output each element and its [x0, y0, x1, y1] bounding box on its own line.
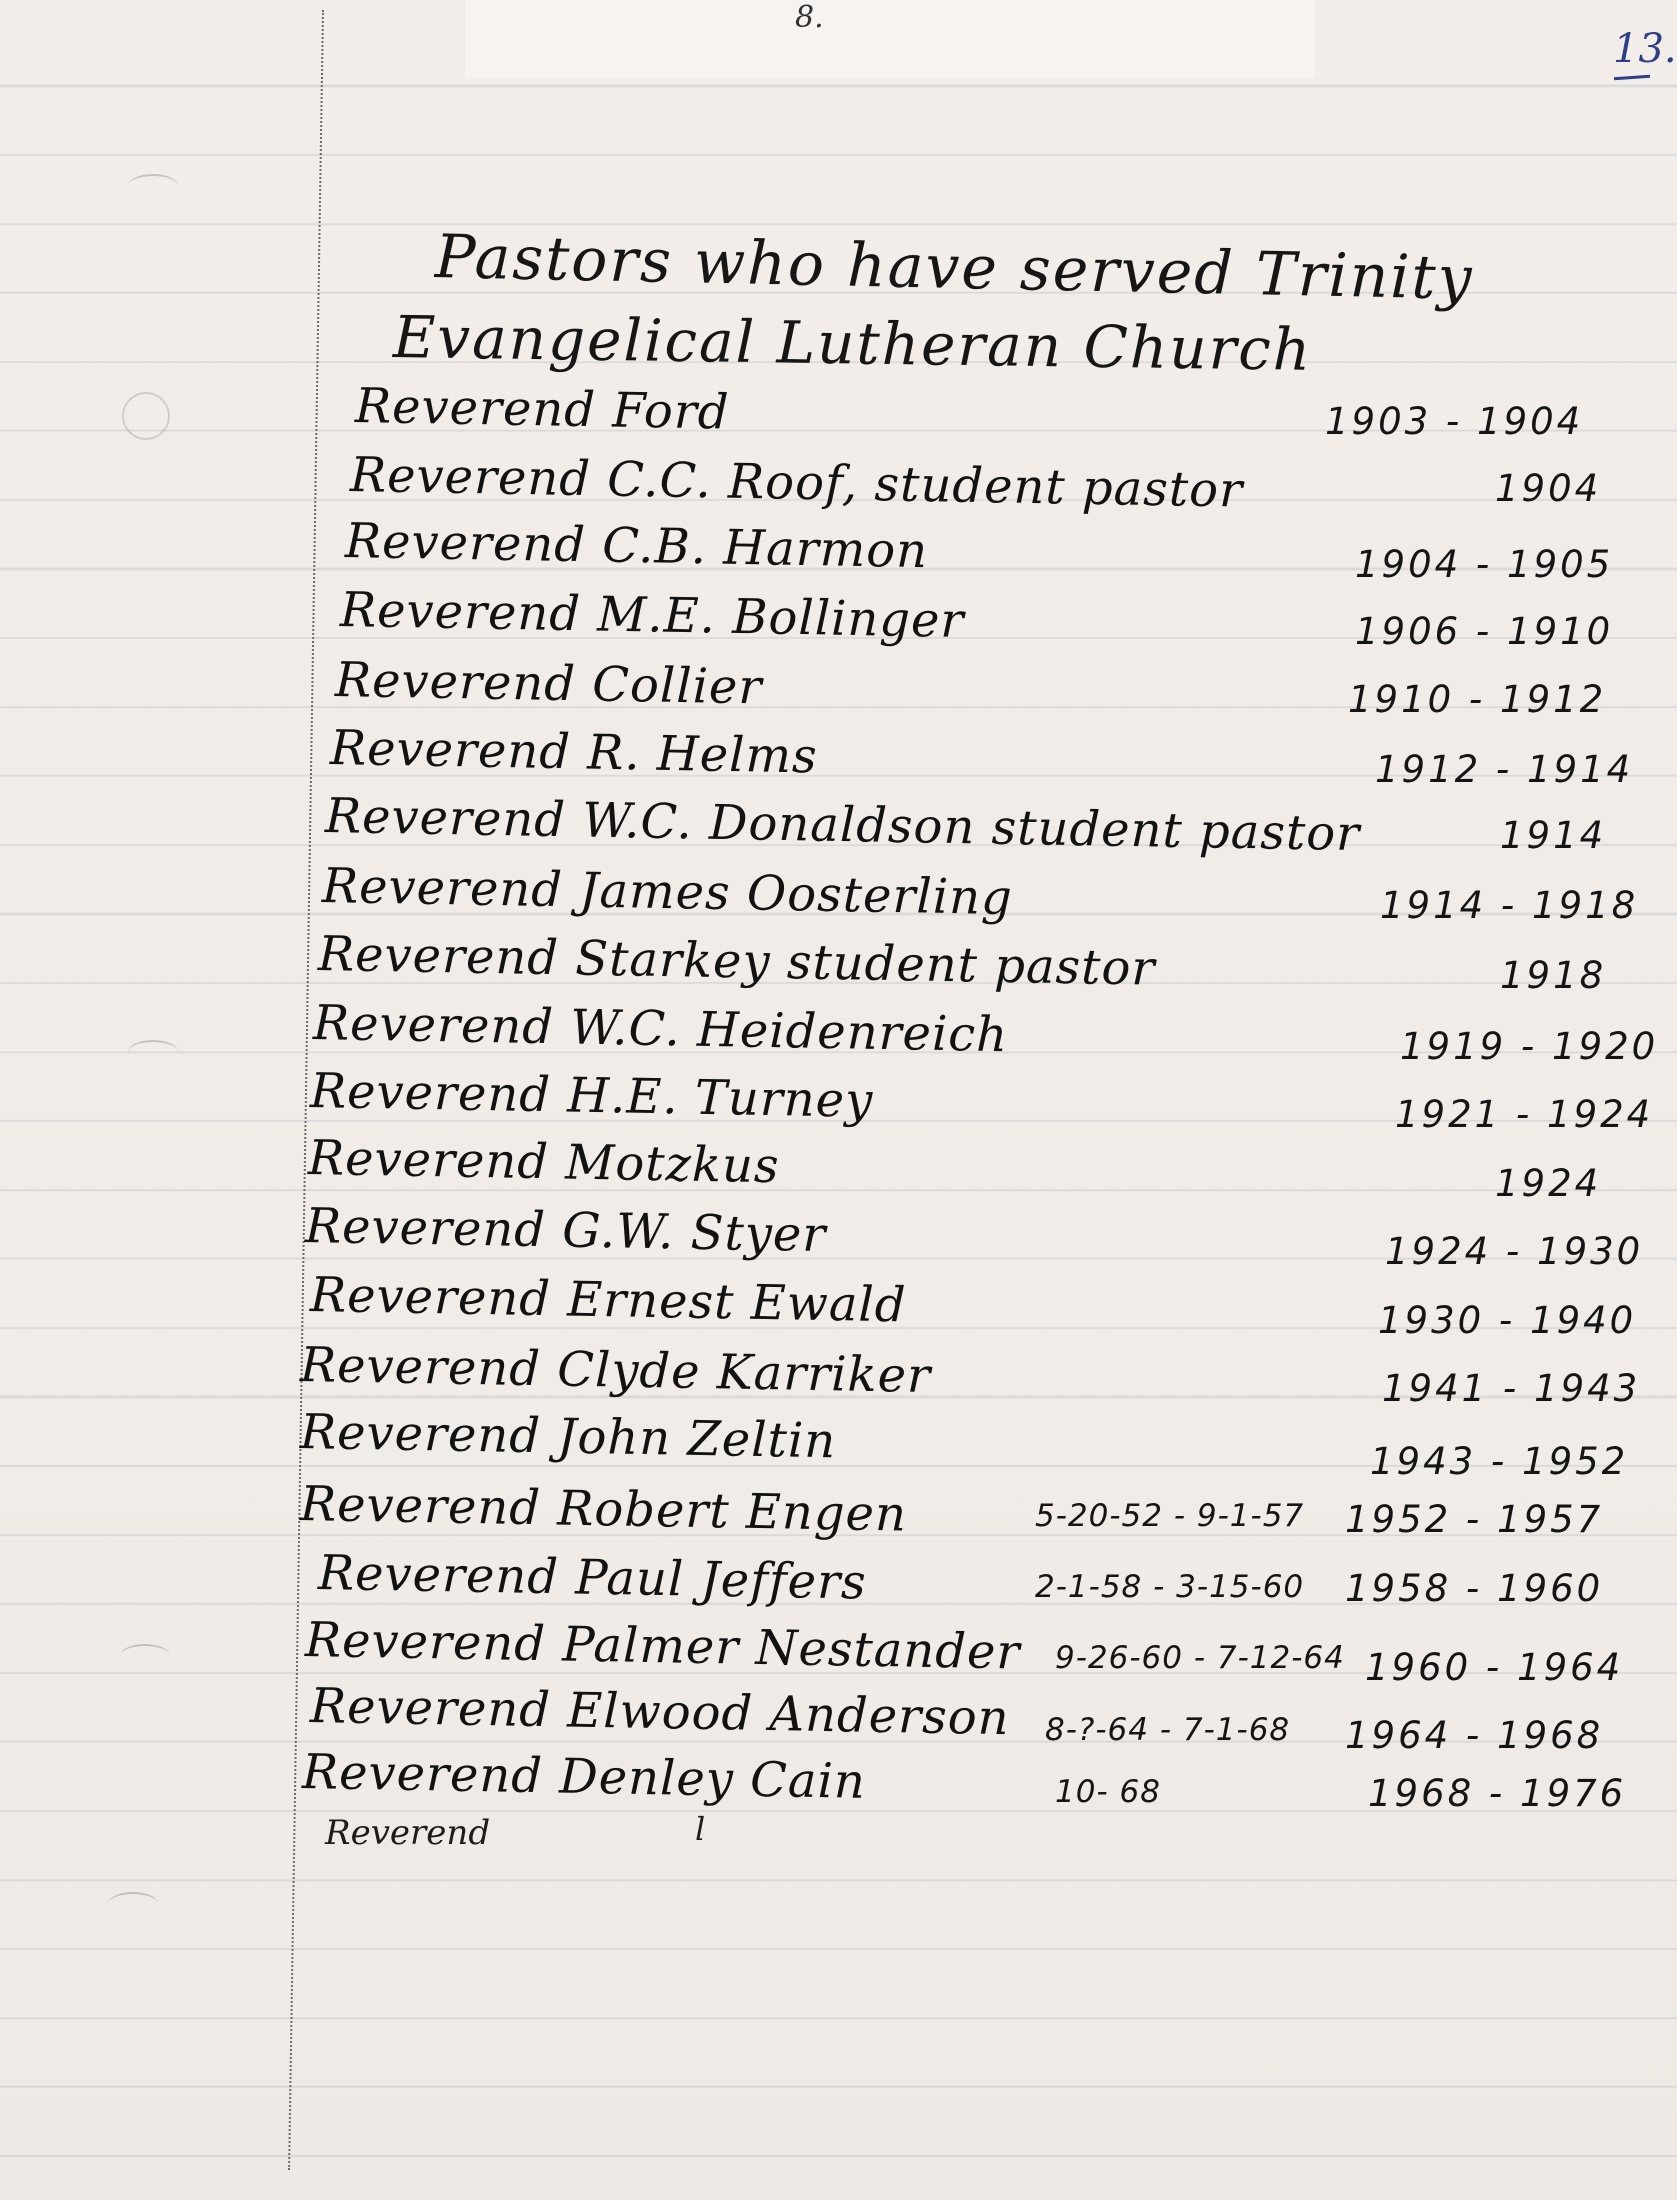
service-years: 1912 - 1914	[1375, 748, 1634, 791]
pastor-name: Reverend Palmer Nestander	[304, 1612, 1021, 1681]
pastor-row	[0, 1063, 1677, 1136]
pastor-row	[0, 1404, 1677, 1483]
pastor-row	[0, 788, 1677, 863]
taped-paper-strip	[465, 0, 1315, 78]
pastor-name: Reverend C.C. Roof, student pastor	[349, 447, 1244, 519]
pastor-name: Reverend R. Helms	[329, 720, 819, 785]
corner-number: 13.	[1613, 26, 1677, 72]
service-years: 1924	[1495, 1162, 1602, 1205]
pastor-name: Reverend H.E. Turney	[309, 1063, 874, 1129]
pastor-name: Reverend Motzkus	[307, 1130, 780, 1195]
pastor-row	[0, 1130, 1677, 1205]
service-years: 1943 - 1952	[1370, 1440, 1629, 1483]
trailing-entry-mark: l	[695, 1810, 706, 1848]
pastor-name: Reverend John Zeltin	[299, 1404, 837, 1470]
pastor-row	[0, 1267, 1677, 1342]
service-years: 1924 - 1930	[1385, 1230, 1644, 1273]
pastor-name: Reverend Ernest Ewald	[309, 1267, 908, 1334]
service-years: 1919 - 1920	[1400, 1025, 1659, 1068]
service-years: 1914 - 1918	[1380, 884, 1639, 927]
exact-service-dates: 10- 68	[1055, 1774, 1161, 1810]
pastor-row	[0, 652, 1677, 721]
pastor-name: Reverend Denley Cain	[301, 1744, 867, 1810]
service-years: 1941 - 1943	[1382, 1367, 1641, 1410]
title-line-2: Evangelical Lutheran Church	[392, 303, 1313, 384]
exact-service-dates: 2-1-58 - 3-15-60	[1035, 1569, 1305, 1605]
exact-service-dates: 8-?-64 - 7-1-68	[1045, 1712, 1291, 1748]
pastor-name: Reverend Elwood Anderson	[309, 1678, 1011, 1747]
pastor-name: Reverend M.E. Bollinger	[339, 582, 965, 649]
pastor-name: Reverend Starkey student pastor	[317, 926, 1156, 997]
service-years: 1930 - 1940	[1378, 1299, 1637, 1342]
pastor-row	[0, 447, 1677, 519]
pastor-row	[0, 1198, 1677, 1273]
service-years: 1910 - 1912	[1348, 678, 1607, 721]
pastor-row	[0, 378, 1677, 443]
service-years: 1964 - 1968	[1345, 1714, 1604, 1757]
pastor-name: Reverend Collier	[334, 652, 763, 716]
service-years: 1958 - 1960	[1345, 1567, 1604, 1610]
pastor-name: Reverend Ford	[354, 378, 731, 441]
page-number: 8.	[795, 0, 824, 35]
pastor-name: Reverend James Oosterling	[321, 858, 1014, 927]
binder-hole-mark	[108, 1892, 158, 1916]
pastor-row	[0, 720, 1677, 791]
pastor-name: Reverend C.B. Harmon	[344, 513, 929, 580]
pastor-row	[0, 582, 1677, 653]
pastor-row	[0, 995, 1677, 1068]
binder-hole-mark	[128, 174, 178, 198]
service-years: 1904	[1495, 467, 1602, 510]
pastor-row	[0, 1337, 1677, 1410]
pastor-row	[0, 1612, 1677, 1689]
service-years: 1906 - 1910	[1355, 610, 1614, 653]
pastor-name: Reverend Paul Jeffers	[317, 1545, 868, 1611]
pastor-row	[0, 1744, 1677, 1815]
pastor-row	[0, 1545, 1677, 1611]
service-years: 1921 - 1924	[1395, 1093, 1654, 1136]
service-years: 1918	[1500, 954, 1607, 997]
service-years: 1904 - 1905	[1355, 543, 1614, 586]
pastor-name: Reverend Clyde Karriker	[299, 1337, 932, 1405]
pastor-row	[0, 1678, 1677, 1757]
trailing-entry-name: Reverend	[325, 1813, 491, 1853]
pastor-name: Reverend W.C. Donaldson student pastor	[324, 788, 1361, 863]
pastor-name: Reverend W.C. Heidenreich	[312, 995, 1009, 1064]
pastor-name: Reverend G.W. Styer	[304, 1198, 827, 1264]
service-years: 1952 - 1957	[1345, 1498, 1604, 1541]
exact-service-dates: 5-20-52 - 9-1-57	[1035, 1498, 1305, 1534]
title-line-1: Pastors who have served Trinity	[434, 222, 1475, 314]
service-years: 1968 - 1976	[1368, 1772, 1627, 1815]
pastor-row	[0, 858, 1677, 927]
service-years: 1960 - 1964	[1365, 1646, 1624, 1689]
pastor-row	[0, 513, 1677, 586]
exact-service-dates: 9-26-60 - 7-12-64	[1055, 1640, 1345, 1676]
service-years: 1914	[1500, 814, 1607, 857]
pastor-row	[0, 1476, 1677, 1543]
pastor-name: Reverend Robert Engen	[299, 1476, 908, 1543]
pastor-row	[0, 926, 1677, 997]
service-years: 1903 - 1904	[1325, 400, 1584, 443]
corner-number-underline	[1614, 75, 1650, 81]
